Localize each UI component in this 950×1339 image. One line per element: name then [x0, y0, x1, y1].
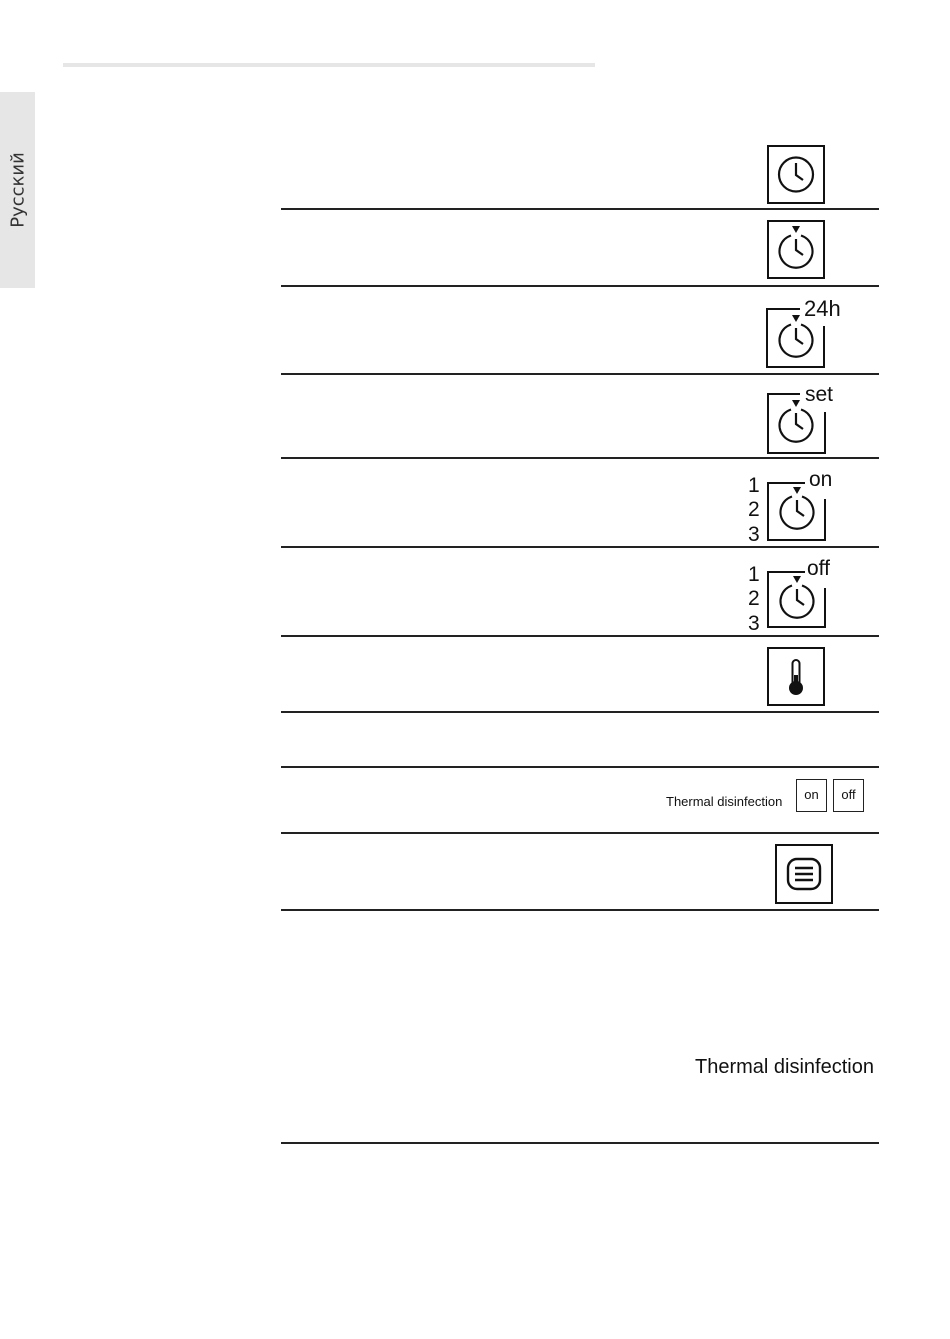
divider: [281, 766, 879, 768]
language-tab-label: Русский: [7, 152, 28, 228]
divider: [281, 285, 879, 287]
timer-on-label: on: [809, 468, 833, 491]
thermal-disinfection-heading: Thermal disinfection: [695, 1056, 874, 1078]
timer-set-label: set: [805, 383, 834, 406]
divider: [281, 909, 879, 911]
program-2-label: 2: [748, 498, 760, 521]
language-tab: [0, 92, 35, 288]
thermal-off-button[interactable]: off: [833, 779, 864, 812]
thermal-disinfection-label: Thermal disinfection: [666, 794, 783, 809]
program-1-label: 1: [748, 563, 760, 586]
divider: [281, 373, 879, 375]
divider: [281, 635, 879, 637]
timer-off-label: off: [807, 557, 830, 580]
timer-program-off-icon: [745, 555, 845, 633]
divider: [281, 546, 879, 548]
clock-icon: [767, 145, 825, 205]
timer-24h-label: 24h: [804, 296, 841, 321]
divider: [281, 832, 879, 834]
timer-24h-icon: [765, 296, 850, 368]
divider: [281, 711, 879, 713]
divider: [281, 208, 879, 210]
divider: [281, 457, 879, 459]
thermometer-icon: [767, 647, 825, 707]
timer-icon: [767, 220, 825, 280]
program-3-label: 3: [748, 612, 760, 635]
program-3-label: 3: [748, 523, 760, 546]
program-2-label: 2: [748, 587, 760, 610]
timer-program-on-icon: [745, 466, 845, 544]
thermal-on-button[interactable]: on: [796, 779, 827, 812]
header-bar: [63, 63, 595, 67]
menu-icon: [775, 844, 833, 904]
program-1-label: 1: [748, 474, 760, 497]
timer-set-icon: [767, 382, 847, 454]
divider: [281, 1142, 879, 1144]
